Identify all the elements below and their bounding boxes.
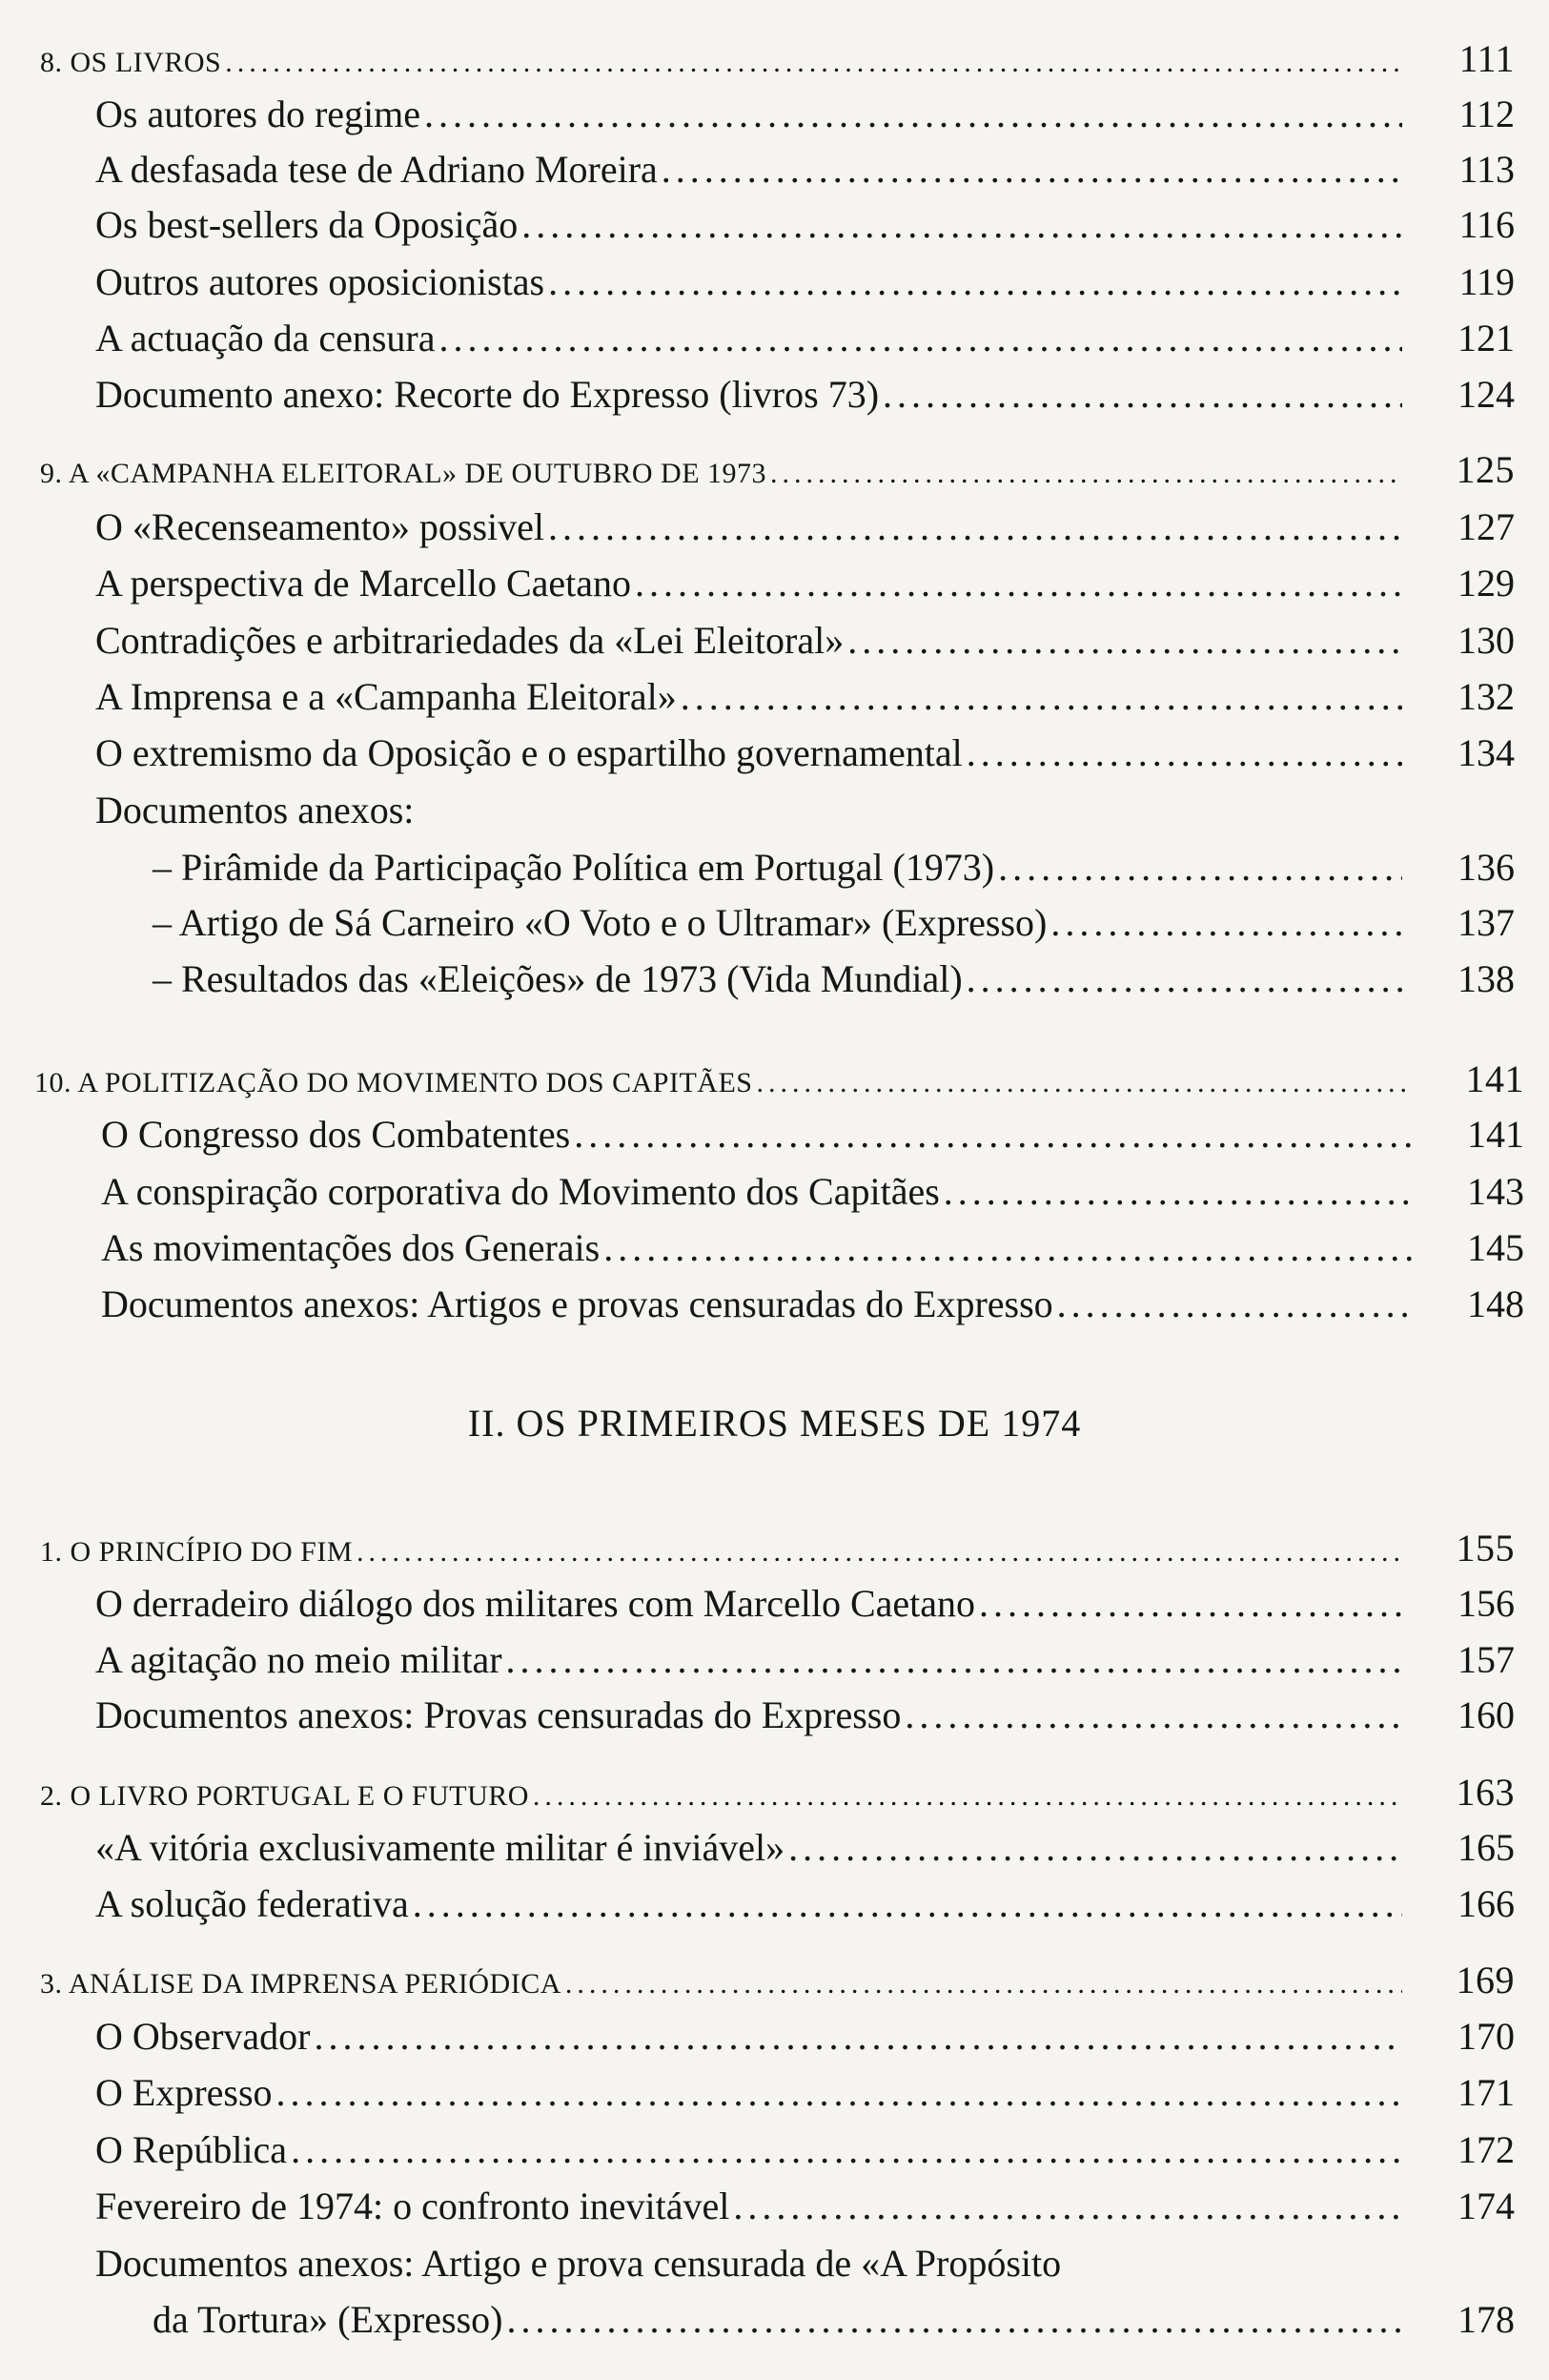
page-number: 116 xyxy=(1458,203,1515,246)
page-number: 112 xyxy=(1458,92,1515,135)
entry-title: A Imprensa e a «Campanha Eleitoral» xyxy=(95,675,677,718)
page-number: 166 xyxy=(1457,1882,1515,1925)
leader-dots xyxy=(276,2064,1402,2122)
page-number: 155 xyxy=(1456,1527,1515,1570)
leader-dots xyxy=(979,1575,1402,1632)
leader-dots xyxy=(733,2178,1402,2235)
toc-entry-chapter xyxy=(0,31,1549,88)
page-number: 156 xyxy=(1457,1582,1515,1625)
page-number: 172 xyxy=(1457,2128,1515,2171)
leader-dots xyxy=(1050,894,1402,952)
toc-entry-chapter xyxy=(0,1764,1549,1821)
page-number: 160 xyxy=(1457,1693,1515,1736)
page-number: 130 xyxy=(1457,619,1515,662)
toc-entry xyxy=(0,1220,1549,1277)
page-number: 111 xyxy=(1458,37,1515,80)
entry-title: 1. O PRINCÍPIO DO FIM xyxy=(40,1536,354,1568)
entry-title: O Congresso dos Combatentes xyxy=(101,1113,571,1156)
page-number: 137 xyxy=(1457,901,1515,944)
page-number: 170 xyxy=(1457,2015,1515,2058)
leader-dots xyxy=(635,555,1402,612)
leader-dots xyxy=(681,668,1402,726)
page-number: 127 xyxy=(1457,505,1515,548)
page-number: 163 xyxy=(1456,1771,1515,1814)
entry-title: 3. ANÁLISE DA IMPRENSA PERIÓDICA xyxy=(40,1968,561,2000)
page-number: 129 xyxy=(1457,562,1515,605)
leader-dots xyxy=(506,1631,1402,1689)
page-number: 143 xyxy=(1467,1170,1524,1213)
entry-title: O extremismo da Oposição e o espartilho governamental xyxy=(95,731,963,774)
entry-title: Os best-sellers da Oposição xyxy=(95,203,519,246)
leader-dots xyxy=(998,839,1402,896)
leader-dots xyxy=(521,196,1402,254)
toc-entry-chapter xyxy=(0,441,1549,499)
entry-title: O República xyxy=(95,2128,288,2171)
leader-dots xyxy=(905,1687,1402,1744)
page-number: 134 xyxy=(1457,731,1515,774)
leader-dots xyxy=(565,1956,1402,2013)
toc-entry xyxy=(0,499,1549,556)
toc-entry-chapter xyxy=(0,1051,1549,1108)
leader-dots xyxy=(506,2291,1402,2349)
toc-entry xyxy=(0,254,1549,311)
entry-title: As movimentações dos Generais xyxy=(101,1226,601,1269)
page-number: 141 xyxy=(1465,1057,1524,1100)
toc-entry xyxy=(0,725,1549,782)
page-number: 178 xyxy=(1457,2298,1515,2341)
page-number: 157 xyxy=(1457,1638,1515,1681)
page-number: 145 xyxy=(1467,1226,1524,1269)
toc-entry xyxy=(0,951,1549,1008)
leader-dots xyxy=(770,445,1402,503)
entry-title: 9. A «CAMPANHA ELEITORAL» DE OUTUBRO DE 1973 xyxy=(40,458,767,489)
page-number: 121 xyxy=(1457,317,1515,359)
page-number: 119 xyxy=(1458,260,1515,303)
leader-dots xyxy=(944,1163,1412,1221)
toc-entry xyxy=(0,1876,1549,1933)
toc-entry xyxy=(0,141,1549,198)
toc-entry-chapter xyxy=(0,1520,1549,1577)
toc-entry xyxy=(0,2064,1549,2122)
leader-dots xyxy=(847,612,1402,669)
annex-heading: Documentos anexos: Artigo e prova censurada de «A Propósito xyxy=(95,2242,1062,2285)
page-number: 124 xyxy=(1457,373,1515,416)
leader-dots xyxy=(315,2008,1403,2065)
entry-title: Documentos anexos: Artigos e provas censuradas do Expresso xyxy=(101,1282,1053,1325)
entry-title: – Pirâmide da Participação Política em Portugal (1973) xyxy=(153,846,995,889)
toc-entry xyxy=(0,894,1549,952)
page-number: 171 xyxy=(1457,2071,1515,2114)
entry-title: 2. O LIVRO PORTUGAL E O FUTURO xyxy=(40,1780,529,1812)
leader-dots xyxy=(424,86,1402,143)
toc-entry xyxy=(0,1687,1549,1744)
leader-dots xyxy=(574,1106,1412,1163)
toc-entry xyxy=(0,668,1549,726)
entry-title: – Artigo de Sá Carneiro «O Voto e o Ultramar» (Expresso) xyxy=(153,901,1048,944)
entry-title: Contradições e arbitrariedades da «Lei Eleitoral» xyxy=(95,619,845,662)
entry-title: «A vitória exclusivamente militar é inviável» xyxy=(95,1826,785,1869)
entry-title: O «Recenseamento» possivel xyxy=(95,505,544,548)
entry-title: Fevereiro de 1974: o confronto inevitável xyxy=(95,2185,730,2227)
leader-dots xyxy=(967,725,1402,782)
page-number: 174 xyxy=(1457,2185,1515,2227)
entry-title: da Tortura» (Expresso) xyxy=(153,2298,503,2341)
toc-entry xyxy=(0,555,1549,612)
page-number: 165 xyxy=(1457,1826,1515,1869)
toc-entry xyxy=(0,612,1549,669)
toc-entry xyxy=(0,366,1549,423)
toc-entry xyxy=(0,2291,1549,2349)
toc-entry-chapter xyxy=(0,1952,1549,2009)
page-number: 141 xyxy=(1467,1113,1524,1156)
entry-title: Documento anexo: Recorte do Expresso (livros 73) xyxy=(95,373,880,416)
page-number: 132 xyxy=(1457,675,1515,718)
entry-title: Outros autores oposicionistas xyxy=(95,260,545,303)
leader-dots xyxy=(533,1768,1402,1825)
toc-entry xyxy=(0,1106,1549,1163)
part-title: II. OS PRIMEIROS MESES DE 1974 xyxy=(467,1402,1082,1445)
leader-dots xyxy=(883,366,1402,423)
toc-entry xyxy=(0,1631,1549,1689)
toc-entry xyxy=(0,839,1549,896)
toc-entry xyxy=(0,310,1549,367)
entry-title: – Resultados das «Eleições» de 1973 (Vida Mundial) xyxy=(153,957,963,1000)
entry-title: A conspiração corporativa do Movimento dos Capitães xyxy=(101,1170,940,1213)
leader-dots xyxy=(357,1524,1402,1581)
entry-title: Os autores do regime xyxy=(95,92,421,135)
entry-title: A perspectiva de Marcello Caetano xyxy=(95,562,631,605)
toc-entry xyxy=(0,196,1549,254)
toc-entry xyxy=(0,1163,1549,1221)
entry-title: O Expresso xyxy=(95,2071,273,2114)
leader-dots xyxy=(548,254,1402,311)
toc-entry xyxy=(0,86,1549,143)
leader-dots xyxy=(413,1876,1402,1933)
page-number: 148 xyxy=(1467,1282,1524,1325)
leader-dots xyxy=(756,1055,1412,1112)
entry-title: A desfasada tese de Adriano Moreira xyxy=(95,148,658,191)
page-number: 113 xyxy=(1458,148,1515,191)
page-number: 169 xyxy=(1456,1959,1515,2001)
entry-title: A solução federativa xyxy=(95,1882,409,1925)
leader-dots xyxy=(291,2122,1402,2179)
toc-entry xyxy=(0,1819,1549,1877)
leader-dots xyxy=(603,1220,1412,1277)
toc-entry xyxy=(0,2178,1549,2235)
leader-dots xyxy=(967,951,1402,1008)
page-number: 138 xyxy=(1457,957,1515,1000)
toc-entry xyxy=(0,1575,1549,1632)
page-number: 125 xyxy=(1456,448,1515,491)
entry-title: A agitação no meio militar xyxy=(95,1638,502,1681)
leader-dots xyxy=(1057,1276,1412,1333)
leader-dots xyxy=(438,310,1402,367)
leader-dots xyxy=(548,499,1402,556)
toc-entry xyxy=(0,2008,1549,2065)
leader-dots xyxy=(225,34,1402,92)
entry-title: Documentos anexos: Provas censuradas do Expresso xyxy=(95,1693,902,1736)
entry-title: 8. OS LIVROS xyxy=(40,47,222,78)
leader-dots xyxy=(662,141,1402,198)
page-number: 136 xyxy=(1457,846,1515,889)
entry-title: 10. A POLITIZAÇÃO DO MOVIMENTO DOS CAPITÃES xyxy=(34,1067,753,1098)
annex-heading: Documentos anexos: xyxy=(95,789,415,831)
toc-entry xyxy=(0,2122,1549,2179)
entry-title: A actuação da censura xyxy=(95,317,436,359)
toc-entry xyxy=(0,1276,1549,1333)
entry-title: O Observador xyxy=(95,2015,311,2058)
leader-dots xyxy=(788,1819,1402,1877)
entry-title: O derradeiro diálogo dos militares com Marcello Caetano xyxy=(95,1582,976,1625)
